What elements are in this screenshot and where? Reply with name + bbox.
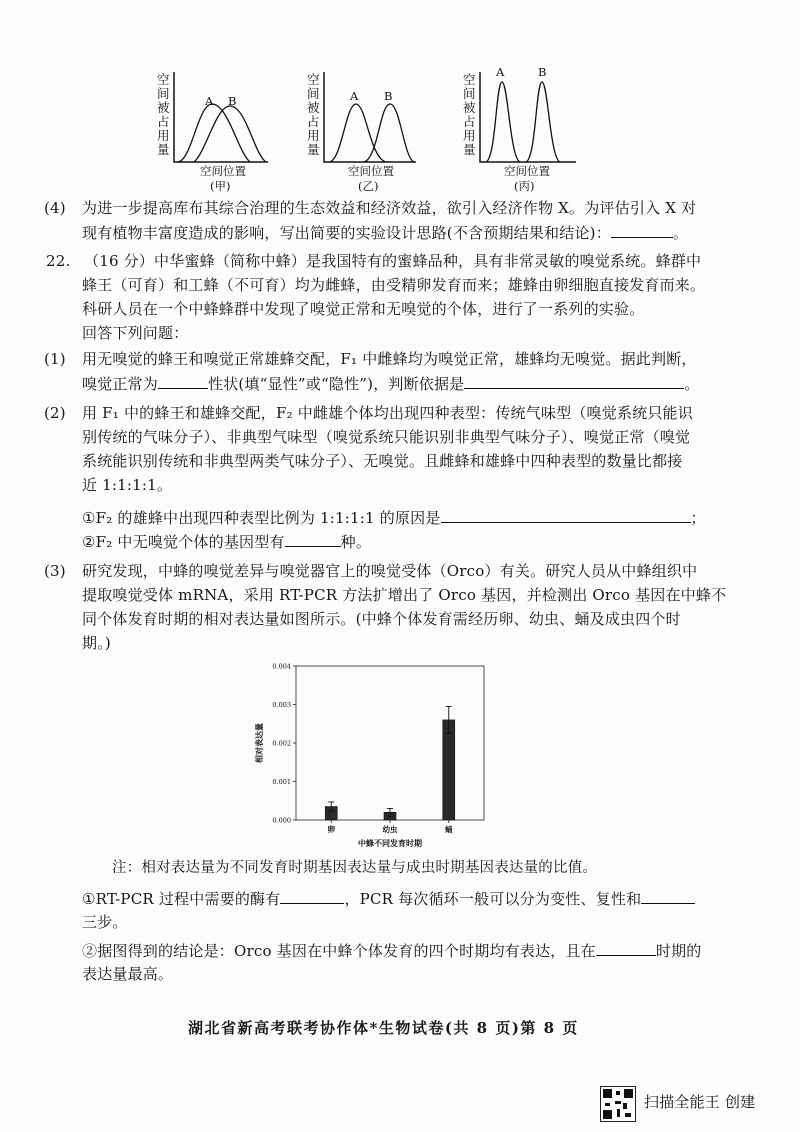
curve-a	[486, 82, 520, 162]
x-axis-label: 中蜂不同发育时期	[358, 838, 422, 848]
answer-blank[interactable]	[285, 531, 341, 547]
x-label: 空间位置	[200, 164, 246, 178]
y-label-char: 间	[307, 86, 320, 101]
p3-line3: 同个体发育时期的相对表达量如图所示。(中蜂个体发育需经历卵、幼虫、蛹及成虫四个时	[82, 610, 681, 628]
y-label-char: 间	[463, 86, 476, 101]
p3-sub1-cont: 三步。	[82, 913, 128, 931]
label-a: A	[496, 65, 505, 79]
p3-line2: 提取嗅觉受体 mRNA，采用 RT-PCR 方法扩增出了 Orco 基因，并检测出 Orco 基因在中蜂不	[82, 586, 727, 604]
y-tick-label: 0.002	[272, 739, 291, 748]
answer-blank[interactable]	[641, 888, 695, 904]
q22-line4: 回答下列问题：	[82, 324, 189, 342]
p1-line2: 嗅觉正常为 性状(填“显性”或“隐性”)，判断依据是 。	[82, 375, 700, 393]
y-tick-label: 0.003	[272, 701, 291, 709]
q22-number: 22.	[46, 252, 71, 270]
panel-caption: (丙)	[514, 179, 535, 193]
y-tick-label: 0.000	[272, 816, 291, 825]
y-label-char: 被	[157, 100, 170, 115]
p1-number: (1)	[44, 350, 66, 368]
x-tick-label: 卵	[327, 825, 335, 834]
axes	[324, 72, 416, 162]
p2-line1: 用 F₁ 中的蜂王和雄蜂交配，F₂ 中雌雄个体均出现四种表型：传统气味型（嗅觉系统只能识	[82, 404, 693, 422]
y-axis-label: 相对表达量	[254, 723, 264, 763]
chart-note: 注：相对表达量为不同发育时期基因表达量与成虫时期基因表达量的比值。	[112, 860, 598, 876]
label-b: B	[384, 89, 393, 103]
axes	[480, 72, 576, 162]
y-tick-label: 0.001	[272, 778, 291, 786]
panel-caption: (甲)	[210, 179, 231, 193]
answer-blank[interactable]	[441, 507, 691, 523]
bar-3	[443, 720, 455, 820]
p2-sub2: ②F₂ 中无嗅觉个体的基因型有 种。	[82, 533, 372, 551]
answer-blank[interactable]	[596, 940, 656, 956]
y-label-char: 间	[157, 86, 170, 101]
panel-caption: (乙)	[358, 179, 379, 193]
answer-blank[interactable]	[280, 888, 344, 904]
niche-panel-bing	[463, 65, 576, 193]
answer-blank[interactable]	[611, 222, 673, 238]
y-label-char: 量	[463, 142, 476, 157]
curve-a	[178, 104, 250, 162]
y-label-char: 空	[307, 72, 320, 87]
y-label-char: 用	[157, 128, 170, 143]
p3-sub2: ②据图得到的结论是：Orco 基因在中蜂个体发育的四个时期均有表达，且在 时期的	[82, 942, 702, 960]
p3-sub1: ①RT-PCR 过程中需要的酶有 ，PCR 每次循环一般可以分为变性、复性和	[82, 888, 695, 909]
scanner-watermark: 扫描全能王 创建	[644, 1093, 756, 1111]
y-label-char: 被	[463, 100, 476, 115]
qr-code-icon	[600, 1086, 636, 1122]
q22-line2: 蜂王（可育）和工蜂（不可育）均为雌蜂，由受精卵发育而来；雄蜂由卵细胞直接发育而来。	[82, 276, 706, 294]
page-footer: 湖北省新高考联考协作体*生物试卷(共 8 页)第 8 页	[188, 1019, 579, 1037]
label-a: A	[205, 94, 214, 108]
answer-blank[interactable]	[464, 373, 684, 389]
niche-overlap-diagrams	[140, 62, 580, 196]
x-label: 空间位置	[348, 164, 394, 178]
y-label-char: 占	[307, 114, 320, 129]
plot-frame	[296, 666, 484, 820]
x-label: 空间位置	[504, 164, 550, 178]
q4-line1: 为进一步提高库布其综合治理的生态效益和经济效益，欲引入经济作物 X。为评估引入 X 对	[82, 199, 697, 217]
y-label-char: 占	[463, 114, 476, 129]
p3-line4: 期。)	[82, 634, 111, 652]
q22-line3: 科研人员在一个中蜂蜂群中发现了嗅觉正常和无嗅觉的个体，进行了一系列的实验。	[82, 300, 645, 318]
answer-blank[interactable]	[158, 373, 208, 389]
q4-line2: 现有植物丰富度造成的影响，写出简要的实验设计思路(不含预期结果和结论)： 。	[82, 224, 689, 242]
p2-line3: 系统能识别传统和非典型两类气味分子）、无嗅觉。且雌蜂和雄蜂中四种表型的数量比都接	[82, 452, 683, 470]
y-label-char: 量	[157, 142, 170, 157]
p3-sub2-cont: 表达量最高。	[82, 965, 174, 983]
y-tick-label: 0.004	[272, 662, 291, 671]
q4-number: (4)	[44, 199, 66, 217]
p3-line1: 研究发现，中蜂的嗅觉差异与嗅觉器官上的嗅觉受体（Orco）有关。研究人员从中蜂组织中	[82, 562, 698, 580]
p2-number: (2)	[44, 404, 66, 422]
p2-sub1: ①F₂ 的雄蜂中出现四种表型比例为 1:1:1:1 的原因是 ；	[82, 509, 706, 527]
niche-panel-yi	[307, 72, 416, 193]
curve-b	[194, 106, 266, 162]
y-label-char: 用	[463, 128, 476, 143]
label-b: B	[538, 65, 547, 79]
label-b: B	[228, 94, 237, 108]
curve-b	[364, 104, 414, 162]
q22-line1: （16 分）中华蜜蜂（简称中蜂）是我国特有的蜜蜂品种，具有非常灵敏的嗅觉系统。蜂群中	[84, 252, 702, 270]
y-label-char: 占	[157, 114, 170, 129]
y-label-char: 量	[307, 142, 320, 157]
curve-b	[526, 82, 560, 162]
axes	[174, 72, 268, 162]
niche-panel-jia	[157, 72, 268, 193]
expression-bar-chart	[250, 658, 510, 854]
label-a: A	[350, 89, 359, 103]
y-label-char: 空	[157, 72, 170, 87]
p2-line2: 别传统的气味分子）、非典型气味型（嗅觉系统只能识别非典型气味分子）、嗅觉正常（嗅觉	[82, 428, 691, 446]
x-tick-label: 蛹	[445, 825, 453, 834]
p2-line4: 近 1:1:1:1。	[82, 476, 173, 494]
x-tick-label: 幼虫	[382, 825, 398, 834]
y-label-char: 空	[463, 72, 476, 87]
y-label-char: 用	[307, 128, 320, 143]
p3-number: (3)	[44, 562, 66, 580]
y-label-char: 被	[307, 100, 320, 115]
p1-line1: 用无嗅觉的蜂王和嗅觉正常雄蜂交配，F₁ 中雌蜂均为嗅觉正常，雄蜂均无嗅觉。据此判断，	[82, 350, 697, 368]
